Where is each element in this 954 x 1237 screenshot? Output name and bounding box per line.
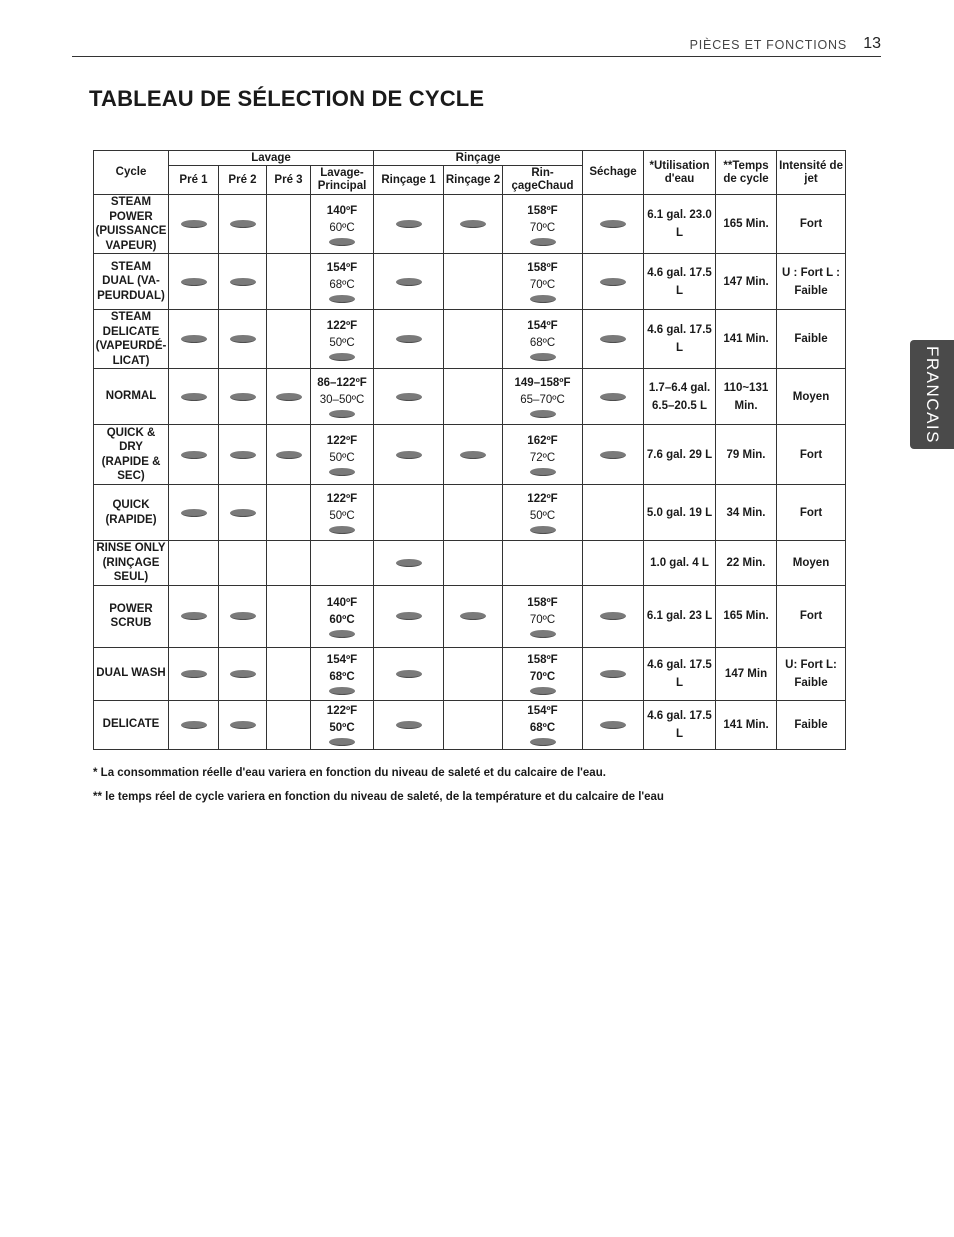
cell-pre1 — [169, 485, 219, 541]
cell-pre2 — [219, 195, 267, 254]
temp-celsius: 30–50ºC — [319, 394, 365, 406]
cycle-name: QUICK & DRY (RAPIDE & SEC) — [94, 425, 169, 485]
cell-sechage — [583, 195, 644, 254]
cell-lavage-principal — [311, 425, 374, 485]
step-active-indicator — [329, 738, 355, 746]
temp-fahrenheit: 122ºF — [326, 705, 358, 717]
step-active-indicator — [230, 612, 256, 620]
cell-spray-intensity: Moyen — [777, 369, 846, 425]
footnotes — [93, 767, 853, 815]
page-title: TABLEAU DE SÉLECTION DE CYCLE — [89, 86, 485, 111]
header-intensite: Intensité de jet — [777, 151, 846, 195]
cell-pre2 — [219, 700, 267, 749]
cell-water-usage: 4.6 gal. 17.5 L — [644, 310, 716, 369]
cell-pre3 — [267, 369, 311, 425]
cell-pre3 — [267, 425, 311, 485]
cycle-name: NORMAL — [94, 369, 169, 425]
temp-celsius: 72ºC — [529, 452, 556, 464]
temp-celsius: 50ºC — [329, 452, 355, 464]
temp-celsius: 68ºC — [529, 336, 556, 349]
header-rincage: Rinçage — [374, 151, 583, 166]
cell-rincage1 — [374, 700, 444, 749]
cell-pre3 — [267, 541, 311, 586]
cell-pre3 — [267, 310, 311, 369]
cell-pre1 — [169, 369, 219, 425]
temp-fahrenheit: 158ºF — [527, 654, 558, 666]
temp-celsius: 60ºC — [329, 613, 355, 626]
cell-pre3 — [267, 485, 311, 541]
temp-celsius: 70ºC — [529, 671, 556, 683]
step-active-indicator — [530, 410, 556, 418]
temp-fahrenheit: 122ºF — [326, 435, 358, 447]
cycle-table-body — [94, 195, 846, 750]
step-active-indicator — [530, 353, 556, 361]
table-row — [94, 310, 846, 369]
cell-rincage1 — [374, 425, 444, 485]
step-active-indicator — [181, 393, 207, 401]
temp-celsius: 68ºC — [329, 279, 355, 291]
cell-pre1 — [169, 585, 219, 647]
cycle-name: STEAM DUAL (VA-PEURDUAL) — [94, 254, 169, 310]
step-active-indicator — [530, 295, 556, 303]
step-active-indicator — [329, 353, 355, 361]
cell-rincage-chaud — [503, 585, 583, 647]
cell-cycle-time: 34 Min. — [716, 485, 777, 541]
header-pre1: Pré 1 — [169, 166, 219, 195]
step-active-indicator — [181, 451, 207, 459]
cell-rincage-chaud — [503, 310, 583, 369]
step-active-indicator — [230, 670, 256, 678]
step-active-indicator — [329, 410, 355, 418]
step-active-indicator — [600, 451, 626, 459]
cell-sechage — [583, 541, 644, 586]
temp-fahrenheit: 140ºF — [326, 204, 358, 217]
cell-pre2 — [219, 647, 267, 700]
cell-rincage2 — [444, 369, 503, 425]
cell-pre1 — [169, 425, 219, 485]
cell-rincage2 — [444, 425, 503, 485]
cell-spray-intensity: Fort — [777, 585, 846, 647]
cell-sechage — [583, 310, 644, 369]
temp-fahrenheit: 158ºF — [527, 596, 558, 609]
step-active-indicator — [181, 721, 207, 729]
step-active-indicator — [600, 612, 626, 620]
cell-spray-intensity: Fort — [777, 195, 846, 254]
cell-pre3 — [267, 700, 311, 749]
temp-fahrenheit: 154ºF — [527, 319, 558, 332]
cell-water-usage: 6.1 gal. 23.0 L — [644, 195, 716, 254]
header-cycle: Cycle — [94, 151, 169, 195]
step-active-indicator — [600, 721, 626, 729]
page-number: 13 — [863, 35, 881, 52]
temp-fahrenheit: 122ºF — [326, 493, 358, 505]
step-active-indicator — [600, 670, 626, 678]
cell-pre2 — [219, 310, 267, 369]
section-label: PIÈCES ET FONCTIONS — [689, 38, 847, 52]
cell-pre2 — [219, 485, 267, 541]
cell-sechage — [583, 700, 644, 749]
cell-water-usage: 6.1 gal. 23 L — [644, 585, 716, 647]
language-tab — [910, 340, 954, 449]
cell-cycle-time: 79 Min. — [716, 425, 777, 485]
cell-sechage — [583, 485, 644, 541]
temp-fahrenheit: 162ºF — [527, 435, 558, 447]
header-lavage-principal: Lavage-Principal — [311, 166, 374, 195]
cell-rincage2 — [444, 647, 503, 700]
table-row — [94, 585, 846, 647]
step-active-indicator — [396, 393, 422, 401]
step-active-indicator — [230, 721, 256, 729]
cell-cycle-time: 165 Min. — [716, 195, 777, 254]
step-active-indicator — [460, 612, 486, 620]
cell-cycle-time: 22 Min. — [716, 541, 777, 586]
header-sechage: Séchage — [583, 151, 644, 195]
cell-rincage2 — [444, 310, 503, 369]
step-active-indicator — [230, 393, 256, 401]
step-active-indicator — [181, 278, 207, 286]
cell-pre2 — [219, 541, 267, 586]
cell-lavage-principal — [311, 369, 374, 425]
cell-cycle-time: 141 Min. — [716, 700, 777, 749]
step-active-indicator — [396, 559, 422, 567]
step-active-indicator — [329, 295, 355, 303]
cell-sechage — [583, 585, 644, 647]
cell-pre1 — [169, 700, 219, 749]
cell-rincage2 — [444, 254, 503, 310]
temp-celsius: 50ºC — [329, 510, 355, 522]
table-row — [94, 425, 846, 485]
header-pre2: Pré 2 — [219, 166, 267, 195]
cell-lavage-principal — [311, 485, 374, 541]
step-active-indicator — [530, 687, 556, 695]
temp-fahrenheit: 86–122ºF — [317, 377, 367, 389]
temp-celsius: 70ºC — [529, 279, 556, 291]
cell-spray-intensity: Fort — [777, 425, 846, 485]
step-active-indicator — [329, 630, 355, 638]
table-row — [94, 541, 846, 586]
cell-pre2 — [219, 369, 267, 425]
temp-fahrenheit: 154ºF — [527, 705, 558, 717]
cell-rincage2 — [444, 541, 503, 586]
cycle-name: STEAM DELICATE (VAPEURDÉ-LICAT) — [94, 310, 169, 369]
cell-water-usage: 1.0 gal. 4 L — [644, 541, 716, 586]
cell-rincage1 — [374, 541, 444, 586]
cell-rincage-chaud — [503, 485, 583, 541]
cell-water-usage: 4.6 gal. 17.5 L — [644, 254, 716, 310]
cell-pre3 — [267, 195, 311, 254]
cell-cycle-time: 141 Min. — [716, 310, 777, 369]
cell-pre3 — [267, 254, 311, 310]
table-row — [94, 369, 846, 425]
step-active-indicator — [600, 220, 626, 228]
step-active-indicator — [396, 721, 422, 729]
step-active-indicator — [396, 335, 422, 343]
footnote-water: * La consommation réelle d'eau variera en fonction du niveau de saleté et du calcaire de l'eau. — [93, 767, 606, 779]
table-row — [94, 485, 846, 541]
language-tab-label: FRANCAIS — [923, 345, 942, 444]
step-active-indicator — [230, 278, 256, 286]
cell-cycle-time: 165 Min. — [716, 585, 777, 647]
step-active-indicator — [600, 393, 626, 401]
cell-pre2 — [219, 585, 267, 647]
cell-lavage-principal — [311, 195, 374, 254]
cell-rincage2 — [444, 585, 503, 647]
cell-rincage1 — [374, 647, 444, 700]
cell-cycle-time: 110~131 Min. — [716, 369, 777, 425]
cell-spray-intensity: Fort — [777, 485, 846, 541]
cell-cycle-time: 147 Min — [716, 647, 777, 700]
temp-celsius: 60ºC — [329, 221, 355, 234]
cell-pre2 — [219, 254, 267, 310]
cell-water-usage: 5.0 gal. 19 L — [644, 485, 716, 541]
cell-water-usage: 4.6 gal. 17.5 L — [644, 700, 716, 749]
step-active-indicator — [396, 612, 422, 620]
header-utilisation: *Utilisation d'eau — [644, 151, 716, 195]
step-active-indicator — [460, 451, 486, 459]
cell-rincage2 — [444, 195, 503, 254]
step-active-indicator — [396, 451, 422, 459]
cell-rincage-chaud — [503, 425, 583, 485]
cycle-name: POWER SCRUB — [94, 585, 169, 647]
step-active-indicator — [396, 220, 422, 228]
header-rincage-chaud: Rin-çageChaud — [503, 166, 583, 195]
step-active-indicator — [230, 335, 256, 343]
table-row — [94, 195, 846, 254]
cell-lavage-principal — [311, 310, 374, 369]
step-active-indicator — [181, 335, 207, 343]
cell-spray-intensity: Faible — [777, 700, 846, 749]
temp-fahrenheit: 154ºF — [326, 262, 358, 274]
temp-celsius: 70ºC — [529, 613, 556, 626]
step-active-indicator — [329, 687, 355, 695]
temp-celsius: 50ºC — [529, 510, 556, 522]
cell-water-usage: 1.7–6.4 gal. 6.5–20.5 L — [644, 369, 716, 425]
header-rincage2: Rinçage 2 — [444, 166, 503, 195]
cell-sechage — [583, 647, 644, 700]
cell-lavage-principal — [311, 647, 374, 700]
step-active-indicator — [396, 670, 422, 678]
step-active-indicator — [530, 238, 556, 246]
cycle-name: QUICK (RAPIDE) — [94, 485, 169, 541]
cell-cycle-time: 147 Min. — [716, 254, 777, 310]
cell-spray-intensity: Moyen — [777, 541, 846, 586]
header-pre3: Pré 3 — [267, 166, 311, 195]
cell-spray-intensity: U : Fort L : Faible — [777, 254, 846, 310]
cycle-selection-table — [93, 150, 846, 750]
cell-pre1 — [169, 254, 219, 310]
temp-celsius: 68ºC — [329, 671, 355, 683]
cycle-name: RINSE ONLY (RINÇAGE SEUL) — [94, 541, 169, 586]
temp-fahrenheit: 158ºF — [527, 262, 558, 274]
cell-rincage1 — [374, 369, 444, 425]
cell-pre1 — [169, 647, 219, 700]
cycle-name: STEAM POWER (PUISSANCE VAPEUR) — [94, 195, 169, 254]
cell-pre1 — [169, 195, 219, 254]
cell-lavage-principal — [311, 585, 374, 647]
cell-pre3 — [267, 585, 311, 647]
cell-lavage-principal — [311, 254, 374, 310]
cell-lavage-principal — [311, 541, 374, 586]
cell-water-usage: 4.6 gal. 17.5 L — [644, 647, 716, 700]
temp-fahrenheit: 154ºF — [326, 654, 358, 666]
step-active-indicator — [230, 220, 256, 228]
cell-rincage1 — [374, 254, 444, 310]
step-active-indicator — [181, 612, 207, 620]
cell-spray-intensity: Faible — [777, 310, 846, 369]
cell-pre2 — [219, 425, 267, 485]
cell-water-usage: 7.6 gal. 29 L — [644, 425, 716, 485]
step-active-indicator — [329, 526, 355, 534]
step-active-indicator — [181, 220, 207, 228]
cell-rincage1 — [374, 485, 444, 541]
cell-rincage2 — [444, 700, 503, 749]
temp-fahrenheit: 158ºF — [527, 204, 558, 217]
table-row — [94, 647, 846, 700]
temp-fahrenheit: 122ºF — [326, 319, 358, 332]
temp-celsius: 70ºC — [529, 221, 556, 234]
table-row — [94, 700, 846, 749]
cell-spray-intensity: U: Fort L: Faible — [777, 647, 846, 700]
cell-pre1 — [169, 541, 219, 586]
cell-rincage2 — [444, 485, 503, 541]
temp-fahrenheit: 140ºF — [326, 596, 358, 609]
cycle-name: DELICATE — [94, 700, 169, 749]
step-active-indicator — [396, 278, 422, 286]
step-active-indicator — [530, 630, 556, 638]
cell-pre3 — [267, 647, 311, 700]
temp-celsius: 50ºC — [329, 336, 355, 349]
cell-rincage-chaud — [503, 700, 583, 749]
footnote-time: ** le temps réel de cycle variera en fonction du niveau de saleté, de la température et du calcaire de l'eau — [93, 791, 664, 803]
temp-celsius: 65–70ºC — [520, 394, 565, 406]
cell-lavage-principal — [311, 700, 374, 749]
step-active-indicator — [530, 526, 556, 534]
step-active-indicator — [600, 335, 626, 343]
cell-sechage — [583, 369, 644, 425]
step-active-indicator — [600, 278, 626, 286]
cell-sechage — [583, 254, 644, 310]
step-active-indicator — [230, 509, 256, 517]
header-rincage1: Rinçage 1 — [374, 166, 444, 195]
step-active-indicator — [530, 468, 556, 476]
step-active-indicator — [530, 738, 556, 746]
step-active-indicator — [329, 468, 355, 476]
cycle-name: DUAL WASH — [94, 647, 169, 700]
step-active-indicator — [460, 220, 486, 228]
cell-pre1 — [169, 310, 219, 369]
step-active-indicator — [276, 393, 302, 401]
table-row — [94, 254, 846, 310]
header-lavage: Lavage — [169, 151, 374, 166]
temp-fahrenheit: 122ºF — [527, 493, 558, 505]
step-active-indicator — [181, 670, 207, 678]
cell-rincage-chaud — [503, 369, 583, 425]
temp-celsius: 68ºC — [529, 722, 556, 734]
cell-rincage-chaud — [503, 647, 583, 700]
step-active-indicator — [230, 451, 256, 459]
cell-rincage-chaud — [503, 254, 583, 310]
step-active-indicator — [181, 509, 207, 517]
cell-rincage-chaud — [503, 195, 583, 254]
step-active-indicator — [329, 238, 355, 246]
temp-celsius: 50ºC — [329, 722, 355, 734]
cell-rincage1 — [374, 195, 444, 254]
header-temps: **Temps de cycle — [716, 151, 777, 195]
cell-sechage — [583, 425, 644, 485]
cell-rincage1 — [374, 585, 444, 647]
cell-rincage-chaud — [503, 541, 583, 586]
step-active-indicator — [276, 451, 302, 459]
cell-rincage1 — [374, 310, 444, 369]
temp-fahrenheit: 149–158ºF — [514, 377, 571, 389]
page-header — [72, 34, 881, 57]
